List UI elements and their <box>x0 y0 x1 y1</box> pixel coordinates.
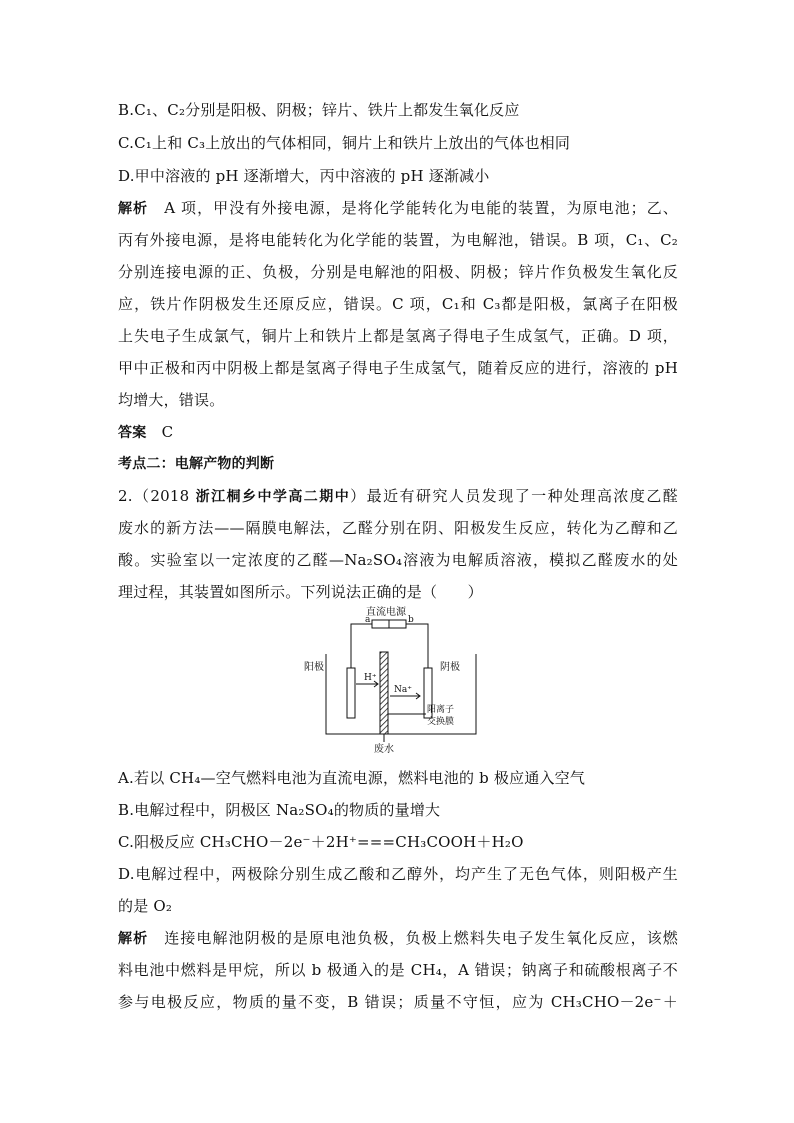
choice-b: B.电解过程中，阴极区 Na₂SO₄的物质的量增大 <box>118 801 441 819</box>
question-text: ）最近有研究人员发现了一种处理高浓度乙醛 <box>350 487 678 505</box>
label-h-ion: H⁺ <box>364 673 377 683</box>
label-anode: 阳极 <box>304 662 324 673</box>
question-line-3: 酸。实验室以一定浓度的乙醛—Na₂SO₄溶液为电解质溶液，模拟乙醛废水的处 <box>118 551 678 569</box>
question-number: 2.（2018 <box>118 487 196 505</box>
electrolysis-apparatus-diagram <box>304 604 496 755</box>
analysis-line-2: 丙有外接电源，是将电能转化为化学能的装置，为电解池，错误。B 项，C₁、C₂ <box>118 231 678 249</box>
answer-line <box>118 422 678 443</box>
answer-label: 答案 <box>118 425 147 441</box>
analysis-line-5: 上失电子生成氯气，铜片上和铁片上都是氢离子得电子生成氢气，正确。D 项， <box>118 327 678 345</box>
label-waste: 废水 <box>374 744 394 755</box>
option-c-line: C.C₁上和 C₃上放出的气体相同，铜片上和铁片上放出的气体也相同 <box>118 134 571 152</box>
analysis-text: A 项，甲没有外接电源，是将化学能转化为电能的装置，为原电池；乙、 <box>164 199 678 217</box>
choice-a: A.若以 CH₄—空气燃料电池为直流电源，燃料电池的 b 极应通入空气 <box>118 769 586 787</box>
question-line-2: 废水的新方法——隔膜电解法，乙醛分别在阴、阳极发生反应，转化为乙醇和乙 <box>118 519 678 537</box>
question-source: 浙江桐乡中学高二期中 <box>195 489 351 505</box>
label-cathode: 阴极 <box>440 662 460 673</box>
analysis2-line-2: 料电池中燃料是甲烷，所以 b 极通入的是 CH₄，A 错误；钠离子和硫酸根离子不 <box>118 961 678 979</box>
label-a: a <box>365 615 371 625</box>
label-power: 直流电源 <box>366 607 406 618</box>
choice-c: C.阳极反应 CH₃CHO－2e⁻＋2H⁺===CH₃COOH＋H₂O <box>118 833 524 851</box>
analysis-line-3: 分别连接电源的正、负极，分别是电解池的阳极、阴极；锌片作负极发生氧化反 <box>118 263 678 281</box>
question-line-4: 理过程，其装置如图所示。下列说法正确的是（ ） <box>118 583 483 601</box>
label-b: b <box>408 615 414 625</box>
question-line-1 <box>118 486 678 507</box>
option-b-line: B.C₁、C₂分别是阳极、阴极；锌片、铁片上都发生氧化反应 <box>118 101 520 119</box>
analysis-line-1 <box>118 198 678 219</box>
option-d-line: D.甲中溶液的 pH 逐渐增大，丙中溶液的 pH 逐渐减小 <box>118 167 490 185</box>
answer-value: C <box>161 423 174 441</box>
analysis2-line-1 <box>118 928 678 949</box>
choice-d-line-1: D.电解过程中，两极除分别生成乙酸和乙醇外，均产生了无色气体，则阳极产生 <box>118 865 678 883</box>
label-membrane-2: 交换膜 <box>427 717 455 727</box>
label-membrane-1: 阳离子 <box>427 705 455 715</box>
analysis-line-6: 甲中正极和丙中阴极上都是氢离子得电子生成氢气，随着反应的进行，溶液的 pH <box>118 359 678 377</box>
analysis-label: 解析 <box>118 201 149 217</box>
choice-d-line-2: 的是 O₂ <box>118 897 173 915</box>
analysis-line-4: 应，铁片作阴极发生还原反应，错误。C 项，C₁和 C₃都是阳极，氯离子在阳极 <box>118 295 678 313</box>
label-na-ion: Na⁺ <box>394 685 412 695</box>
analysis2-label: 解析 <box>118 931 149 947</box>
analysis2-line-3: 参与电极反应，物质的量不变，B 错误；质量不守恒，应为 CH₃CHO－2e⁻＋ <box>118 993 678 1011</box>
section-heading: 考点二：电解产物的判断 <box>118 456 275 472</box>
analysis-line-7: 均增大，错误。 <box>118 391 225 409</box>
analysis2-text: 连接电解池阴极的是原电池负极，负极上燃料失电子发生氧化反应，该燃 <box>164 929 679 947</box>
